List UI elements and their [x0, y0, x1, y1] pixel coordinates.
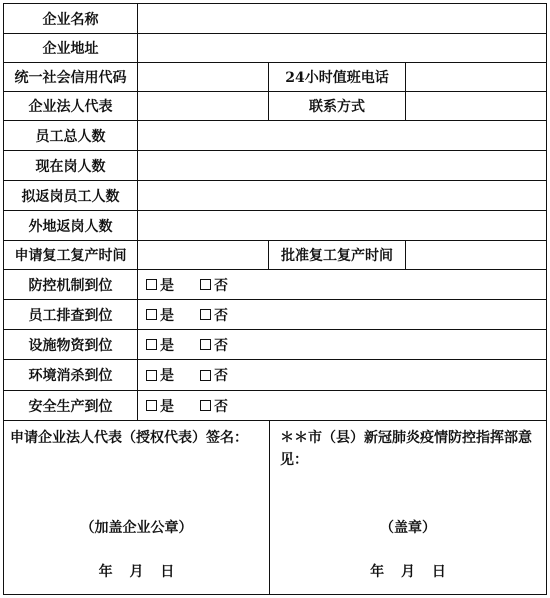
row-credit-code — [3, 62, 547, 91]
no-label: 否 — [214, 368, 228, 384]
row-external-returning — [3, 210, 547, 240]
company-address-label: 企业地址 — [4, 34, 138, 62]
check-options — [138, 330, 546, 359]
returning-staff-label: 拟返岗员工人数 — [4, 181, 138, 210]
approved-time-field[interactable] — [406, 241, 546, 269]
checkbox-icon[interactable] — [146, 279, 157, 290]
yes-option[interactable] — [146, 396, 174, 416]
no-option[interactable] — [200, 275, 228, 295]
hq-seal-label: （盖章） — [380, 520, 436, 536]
on-duty-staff-label: 现在岗人数 — [4, 151, 138, 180]
checkbox-icon[interactable] — [146, 370, 157, 381]
legal-rep-field[interactable] — [138, 92, 269, 120]
checkbox-icon[interactable] — [146, 339, 157, 350]
yes-label: 是 — [160, 337, 174, 354]
check-label: 设施物资到位 — [4, 330, 138, 359]
applicant-signature-heading: 申请企业法人代表（授权代表）签名： — [10, 430, 248, 446]
row-company-address — [3, 33, 547, 62]
row-check-0 — [3, 269, 547, 299]
credit-code-field[interactable] — [138, 63, 269, 91]
no-option[interactable] — [200, 396, 228, 416]
row-check-1 — [3, 299, 547, 329]
contact-label: 联系方式 — [269, 92, 406, 120]
row-check-4 — [3, 390, 547, 420]
on-duty-staff-field[interactable] — [138, 151, 546, 180]
row-apply-time — [3, 240, 547, 269]
check-options — [138, 300, 546, 329]
hq-opinion-heading: ＊＊市（县）新冠肺炎疫情防控指挥部意见： — [280, 430, 532, 468]
company-seal-label: （加盖企业公章） — [80, 520, 193, 536]
checkbox-icon[interactable] — [146, 400, 157, 411]
check-options — [138, 391, 546, 420]
no-option[interactable] — [200, 305, 228, 325]
yes-label: 是 — [160, 368, 174, 384]
row-total-staff — [3, 120, 547, 150]
external-returning-field[interactable] — [138, 211, 546, 240]
no-option[interactable] — [200, 335, 228, 355]
row-check-3 — [3, 359, 547, 390]
credit-code-label: 统一社会信用代码 — [4, 63, 138, 91]
check-label: 员工排查到位 — [4, 300, 138, 329]
legal-rep-label: 企业法人代表 — [4, 92, 138, 120]
no-label: 否 — [214, 337, 228, 354]
check-label: 防控机制到位 — [4, 270, 138, 299]
duty-phone-label: 24小时值班电话 — [269, 63, 406, 91]
external-returning-label: 外地返岗人数 — [4, 211, 138, 240]
checkbox-icon[interactable] — [200, 309, 211, 320]
checkbox-icon[interactable] — [146, 309, 157, 320]
check-label: 安全生产到位 — [4, 391, 138, 420]
yes-option[interactable] — [146, 335, 174, 355]
checkbox-icon[interactable] — [200, 370, 211, 381]
yes-label: 是 — [160, 307, 174, 324]
company-name-field[interactable] — [138, 4, 546, 33]
no-label: 否 — [214, 398, 228, 415]
apply-time-label: 申请复工复产时间 — [4, 241, 138, 269]
apply-time-field[interactable] — [138, 241, 269, 269]
yes-option[interactable] — [146, 305, 174, 325]
check-options — [138, 270, 546, 299]
row-returning-staff — [3, 180, 547, 210]
duty-phone-field[interactable] — [406, 63, 546, 91]
no-label: 否 — [214, 307, 228, 324]
no-option[interactable] — [200, 365, 228, 385]
contact-field[interactable] — [406, 92, 546, 120]
total-staff-label: 员工总人数 — [4, 121, 138, 150]
signature-section — [3, 420, 547, 595]
checkbox-icon[interactable] — [200, 279, 211, 290]
no-label: 否 — [214, 277, 228, 294]
applicant-date-label: 年 月 日 — [98, 564, 175, 580]
applicant-signature-area[interactable] — [4, 421, 270, 594]
approved-time-label: 批准复工复产时间 — [269, 241, 406, 269]
hq-opinion-area[interactable] — [270, 421, 546, 594]
returning-staff-field[interactable] — [138, 181, 546, 210]
check-options — [138, 360, 546, 390]
company-address-field[interactable] — [138, 34, 546, 62]
checkbox-icon[interactable] — [200, 339, 211, 350]
company-name-label: 企业名称 — [4, 4, 138, 33]
yes-label: 是 — [160, 277, 174, 294]
row-check-2 — [3, 329, 547, 359]
checkbox-icon[interactable] — [200, 400, 211, 411]
row-legal-rep — [3, 91, 547, 120]
row-company-name — [3, 3, 547, 33]
row-on-duty-staff — [3, 150, 547, 180]
total-staff-field[interactable] — [138, 121, 546, 150]
hq-date-label: 年 月 日 — [370, 564, 446, 580]
yes-label: 是 — [160, 398, 174, 415]
yes-option[interactable] — [146, 275, 174, 295]
yes-option[interactable] — [146, 365, 174, 385]
check-label: 环境消杀到位 — [4, 360, 138, 390]
